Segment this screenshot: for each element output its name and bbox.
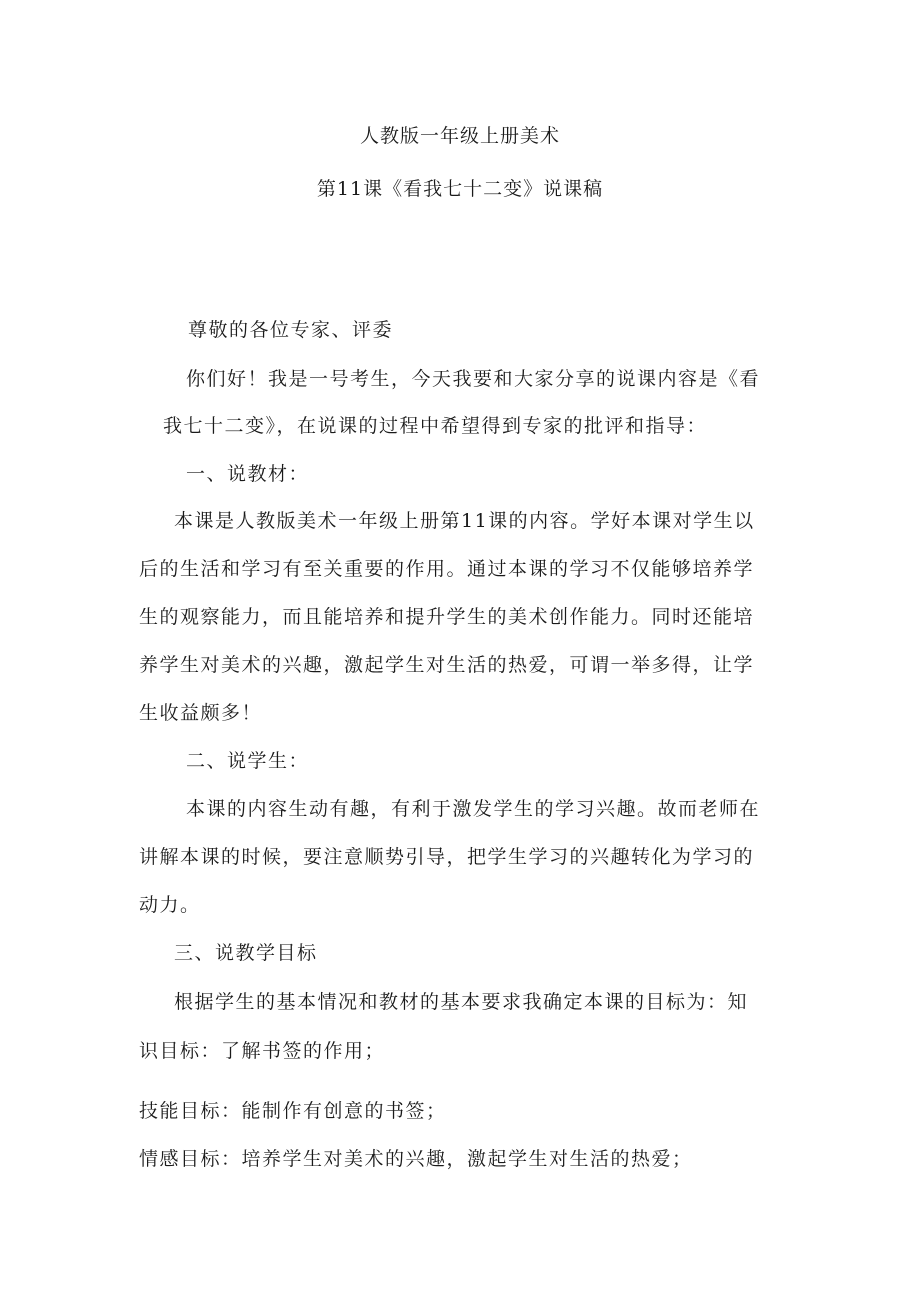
paragraph-line: 动力。 [139,894,201,916]
paragraph-line: 本课是人教版美术一年级上册第11课的内容。学好本课对学生以 [174,510,755,532]
paragraph-line: 讲解本课的时候，要注意顺势引导，把学生学习的兴趣转化为学习的 [139,846,755,868]
paragraph-line: 生的观察能力，而且能培养和提升学生的美术创作能力。同时还能培 [139,606,755,628]
paragraph-line: 根据学生的基本情况和教材的基本要求我确定本课的目标为：知 [174,991,749,1013]
salutation: 尊敬的各位专家、评委 [188,319,394,341]
paragraph-line: 养学生对美术的兴趣，激起学生对生活的热爱，可谓一举多得，让学 [139,654,755,676]
goal-line: 情感目标：培养学生对美术的兴趣，激起学生对生活的热爱； [139,1148,693,1170]
paragraph-line: 生收益颇多！ [139,702,263,724]
section-heading: 三、说教学目标 [174,942,318,964]
section-heading: 一、说教材： [186,463,310,485]
paragraph-line: 识目标：了解书签的作用； [139,1040,386,1062]
document-title: 人教版一年级上册美术 [359,125,560,147]
paragraph-line: 本课的内容生动有趣，有利于激发学生的学习兴趣。故而老师在 [186,798,761,820]
paragraph-line: 后的生活和学习有至关重要的作用。通过本课的学习不仅能够培养学 [139,558,755,580]
section-heading: 二、说学生： [186,750,310,772]
goal-line: 技能目标：能制作有创意的书签； [139,1100,447,1122]
intro-line: 我七十二变》，在说课的过程中希望得到专家的批评和指导： [163,415,708,437]
intro-line: 你们好！我是一号考生，今天我要和大家分享的说课内容是《看 [186,368,761,390]
document-subtitle: 第11课《看我七十二变》说课稿 [316,178,604,200]
